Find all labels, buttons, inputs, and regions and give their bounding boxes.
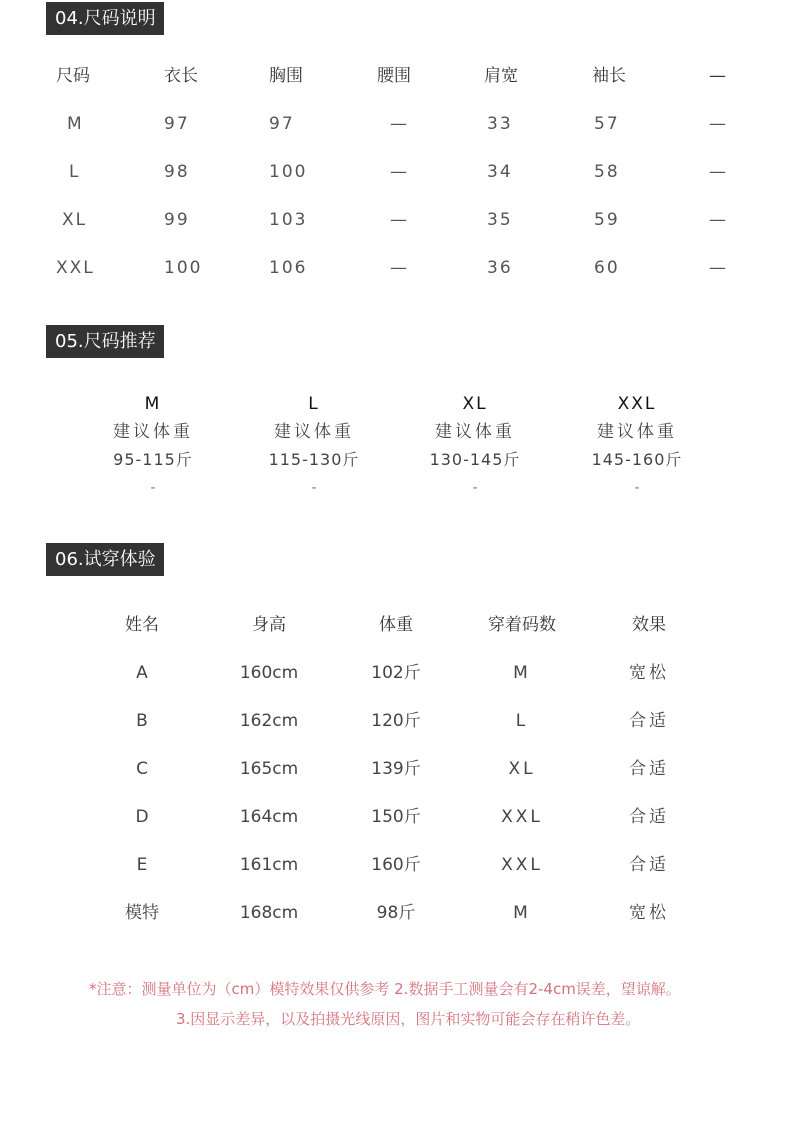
recommend-label: 建议体重 bbox=[113, 422, 193, 442]
recommend-card-l bbox=[249, 390, 379, 502]
table-cell: 合适 bbox=[629, 759, 669, 779]
table-cell: 160cm bbox=[239, 663, 299, 683]
recommend-dash: - bbox=[150, 480, 156, 496]
recommend-range: 145-160斤 bbox=[591, 450, 683, 469]
header-cell: 穿着码数 bbox=[488, 615, 556, 635]
size-table-header bbox=[0, 61, 790, 91]
table-cell: M bbox=[513, 663, 531, 683]
recommend-dash: - bbox=[311, 480, 317, 496]
table-cell: XL bbox=[508, 759, 536, 779]
table-cell: L bbox=[69, 162, 81, 182]
recommend-dash: - bbox=[472, 480, 478, 496]
table-cell: 宽松 bbox=[629, 903, 669, 923]
recommend-size: L bbox=[308, 394, 320, 414]
recommend-dash: - bbox=[634, 480, 640, 496]
recommend-label: 建议体重 bbox=[274, 422, 354, 442]
table-cell: 98斤 bbox=[376, 903, 416, 923]
table-cell: XXL bbox=[56, 258, 95, 278]
table-cell: 合适 bbox=[629, 855, 669, 875]
table-cell: 97 bbox=[269, 114, 295, 134]
recommend-range: 95-115斤 bbox=[113, 450, 193, 469]
header-cell: 尺码 bbox=[56, 66, 90, 86]
recommend-range: 130-145斤 bbox=[429, 450, 521, 469]
recommend-card-xl bbox=[410, 390, 540, 502]
table-row bbox=[0, 157, 790, 187]
table-cell: E bbox=[136, 855, 148, 875]
table-cell: M bbox=[513, 903, 531, 923]
recommend-size: M bbox=[144, 394, 162, 414]
table-cell: 120斤 bbox=[371, 711, 421, 731]
table-cell: 100 bbox=[164, 258, 203, 278]
table-cell: 模特 bbox=[125, 903, 159, 923]
recommend-size: XXL bbox=[617, 394, 657, 414]
table-cell: 165cm bbox=[239, 759, 299, 779]
header-cell: 体重 bbox=[379, 615, 413, 635]
table-cell: XXL bbox=[501, 807, 543, 827]
table-cell: 59 bbox=[594, 210, 620, 230]
table-cell: 合适 bbox=[629, 711, 669, 731]
table-cell: XL bbox=[62, 210, 88, 230]
table-cell: 168cm bbox=[239, 903, 299, 923]
table-cell: 35 bbox=[487, 210, 513, 230]
table-cell: 57 bbox=[594, 114, 620, 134]
table-cell: — bbox=[390, 210, 409, 230]
header-cell: 胸围 bbox=[269, 66, 303, 86]
header-cell: — bbox=[709, 66, 726, 86]
recommend-card-m bbox=[88, 390, 218, 502]
table-cell: 139斤 bbox=[371, 759, 421, 779]
table-cell: 162cm bbox=[239, 711, 299, 731]
table-row bbox=[0, 205, 790, 235]
header-cell: 效果 bbox=[632, 615, 666, 635]
table-cell: 60 bbox=[594, 258, 620, 278]
header-cell: 身高 bbox=[252, 615, 286, 635]
table-cell: 33 bbox=[487, 114, 513, 134]
table-cell: — bbox=[709, 258, 728, 278]
header-cell: 姓名 bbox=[125, 615, 159, 635]
table-cell: 160斤 bbox=[371, 855, 421, 875]
table-cell: M bbox=[67, 114, 84, 134]
header-cell: 衣长 bbox=[164, 66, 198, 86]
disclaimer-line-1: *注意：测量单位为（cm）模特效果仅供参考 2.数据手工测量会有2-4cm误差，望谅解。 bbox=[89, 980, 681, 998]
header-cell: 袖长 bbox=[592, 66, 626, 86]
recommend-label: 建议体重 bbox=[435, 422, 515, 442]
table-cell: 102斤 bbox=[371, 663, 421, 683]
table-cell: — bbox=[390, 258, 409, 278]
table-cell: 34 bbox=[487, 162, 513, 182]
table-cell: — bbox=[709, 210, 728, 230]
table-row bbox=[0, 253, 790, 283]
table-row bbox=[0, 658, 790, 688]
table-cell: C bbox=[136, 759, 148, 779]
section-title-try-on: 06.试穿体验 bbox=[46, 543, 164, 576]
table-cell: 36 bbox=[487, 258, 513, 278]
table-row bbox=[0, 109, 790, 139]
recommend-label: 建议体重 bbox=[597, 422, 677, 442]
header-cell: 肩宽 bbox=[484, 66, 518, 86]
table-cell: — bbox=[709, 162, 728, 182]
table-row bbox=[0, 802, 790, 832]
table-cell: 106 bbox=[269, 258, 308, 278]
table-cell: 98 bbox=[164, 162, 190, 182]
table-row bbox=[0, 850, 790, 880]
table-cell: — bbox=[390, 162, 409, 182]
recommend-card-xxl bbox=[572, 390, 702, 502]
table-cell: A bbox=[136, 663, 148, 683]
table-cell: 100 bbox=[269, 162, 308, 182]
table-cell: XXL bbox=[501, 855, 543, 875]
table-cell: D bbox=[135, 807, 149, 827]
recommend-range: 115-130斤 bbox=[268, 450, 360, 469]
table-cell: 161cm bbox=[239, 855, 299, 875]
table-cell: 99 bbox=[164, 210, 190, 230]
table-cell: 164cm bbox=[239, 807, 299, 827]
table-cell: L bbox=[515, 711, 529, 731]
table-cell: — bbox=[390, 114, 409, 134]
table-cell: 97 bbox=[164, 114, 190, 134]
recommend-size: XL bbox=[462, 394, 488, 414]
table-row bbox=[0, 754, 790, 784]
table-cell: 58 bbox=[594, 162, 620, 182]
table-cell: 合适 bbox=[629, 807, 669, 827]
table-cell: 宽松 bbox=[629, 663, 669, 683]
table-cell: — bbox=[709, 114, 728, 134]
disclaimer-line-2: 3.因显示差异，以及拍摄光线原因，图片和实物可能会存在稍许色差。 bbox=[176, 1010, 641, 1028]
table-row bbox=[0, 898, 790, 928]
section-title-size-chart: 04.尺码说明 bbox=[46, 2, 164, 35]
trial-table-header bbox=[0, 610, 790, 640]
table-cell: 150斤 bbox=[371, 807, 421, 827]
table-cell: B bbox=[136, 711, 148, 731]
table-row bbox=[0, 706, 790, 736]
table-cell: 103 bbox=[269, 210, 308, 230]
section-title-size-recommendation: 05.尺码推荐 bbox=[46, 325, 164, 358]
header-cell: 腰围 bbox=[377, 66, 411, 86]
